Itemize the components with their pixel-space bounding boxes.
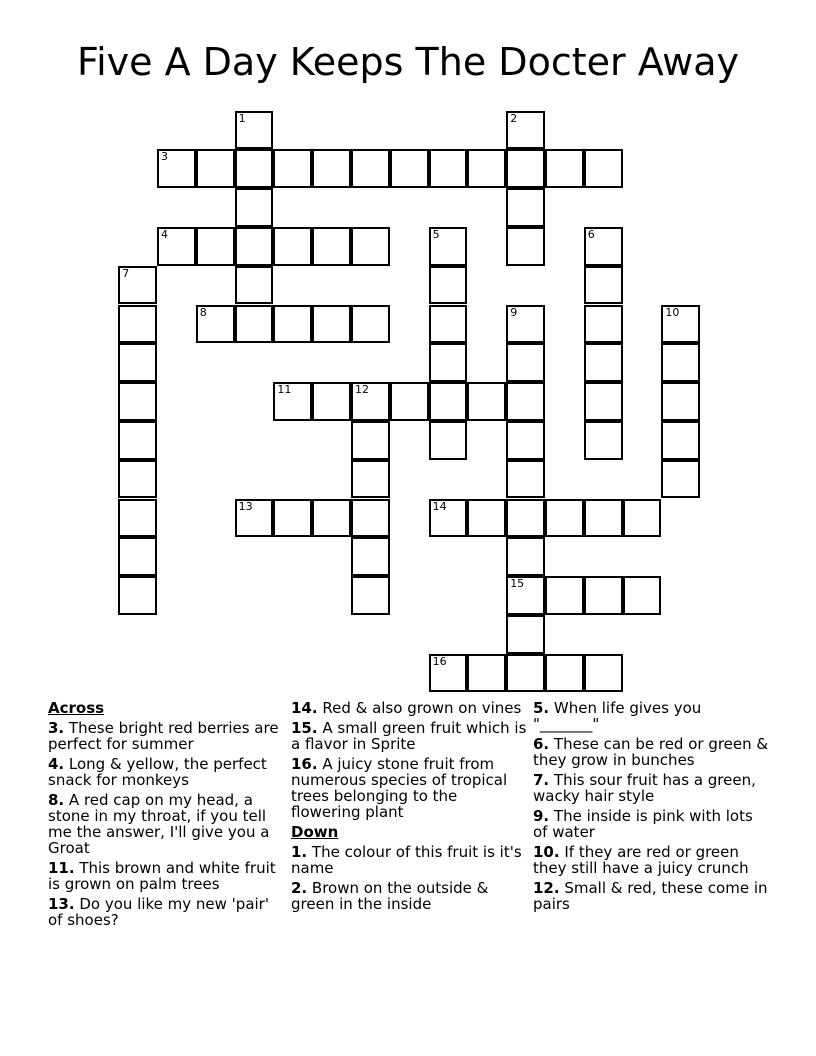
grid-cell[interactable] — [196, 305, 235, 344]
clue-item — [48, 860, 284, 892]
grid-cell[interactable] — [312, 499, 351, 538]
grid-cell[interactable] — [506, 615, 545, 654]
clue-number-label: 16. — [291, 755, 318, 773]
clue-item — [533, 772, 769, 804]
clue-number: 8 — [199, 305, 207, 319]
grid-cell[interactable] — [623, 576, 662, 615]
clue-number: 16 — [432, 654, 447, 668]
clue-number: 6 — [587, 227, 595, 241]
clue-text: Long & yellow, the perfect snack for monkeys — [48, 755, 267, 789]
clue-text: The colour of this fruit is it's name — [291, 843, 522, 877]
grid-cell[interactable] — [351, 537, 390, 576]
clue-item — [533, 808, 769, 840]
grid-cell[interactable] — [623, 499, 662, 538]
clue-number: 9 — [510, 305, 518, 319]
clue-number-label: 14. — [291, 699, 318, 717]
clue-number-label: 6. — [533, 735, 550, 753]
grid-cell[interactable] — [118, 421, 157, 460]
grid-cell[interactable] — [545, 654, 584, 693]
clue-number: 7 — [122, 266, 130, 280]
clue-item — [533, 736, 769, 768]
page-title: Five A Day Keeps The Docter Away — [76, 40, 739, 84]
grid-cell[interactable] — [584, 343, 623, 382]
clue-number: 2 — [510, 111, 518, 125]
grid-cell[interactable] — [429, 227, 468, 266]
grid-cell[interactable] — [584, 654, 623, 693]
grid-cell[interactable] — [351, 227, 390, 266]
grid-cell[interactable] — [584, 576, 623, 615]
grid-cell[interactable] — [273, 305, 312, 344]
grid-cell[interactable] — [157, 149, 196, 188]
grid-cell[interactable] — [429, 343, 468, 382]
clue-number: 3 — [161, 150, 168, 164]
grid-cell[interactable] — [196, 227, 235, 266]
grid-cell[interactable] — [506, 227, 545, 266]
grid-cell[interactable] — [235, 499, 274, 538]
clue-item — [291, 880, 527, 912]
clue-number-label: 10. — [533, 843, 560, 861]
grid-cell[interactable] — [273, 149, 312, 188]
grid-cell[interactable] — [351, 382, 390, 421]
across-clues-continued — [291, 700, 527, 820]
clue-number-label: 5. — [533, 699, 550, 717]
grid-cell[interactable] — [312, 227, 351, 266]
clue-text: When life gives you "_______" — [533, 699, 702, 733]
grid-cell[interactable] — [390, 149, 429, 188]
grid-cell[interactable] — [351, 576, 390, 615]
grid-cell[interactable] — [390, 382, 429, 421]
grid-cell[interactable] — [351, 305, 390, 344]
grid-cell[interactable] — [312, 149, 351, 188]
grid-cell[interactable] — [584, 227, 623, 266]
grid-cell[interactable] — [312, 305, 351, 344]
grid-cell[interactable] — [506, 537, 545, 576]
clue-number-label: 9. — [533, 807, 550, 825]
clue-text: A red cap on my head, a stone in my throat, if you tell me the answer, I'll give you a Groat — [48, 791, 270, 857]
clue-item — [291, 700, 527, 716]
grid-cell[interactable] — [118, 499, 157, 538]
grid-cell[interactable] — [506, 111, 545, 150]
clue-number-label: 12. — [533, 879, 560, 897]
across-clues — [48, 720, 284, 928]
grid-cell[interactable] — [506, 576, 545, 615]
clue-item — [291, 720, 527, 752]
grid-cell[interactable] — [429, 654, 468, 693]
clue-item — [533, 880, 769, 912]
grid-cell[interactable] — [235, 305, 274, 344]
grid-cell[interactable] — [506, 460, 545, 499]
grid-cell[interactable] — [506, 382, 545, 421]
clue-column-1 — [48, 700, 284, 932]
grid-cell[interactable] — [584, 305, 623, 344]
grid-cell[interactable] — [235, 111, 274, 150]
clue-number: 12 — [355, 383, 369, 397]
grid-cell[interactable] — [351, 149, 390, 188]
grid-cell[interactable] — [273, 499, 312, 538]
grid-cell[interactable] — [545, 499, 584, 538]
clue-text: Brown on the outside & green in the inside — [291, 879, 489, 913]
clue-column-3 — [533, 700, 769, 916]
grid-cell[interactable] — [429, 421, 468, 460]
clue-number-label: 1. — [291, 843, 308, 861]
grid-cell[interactable] — [118, 266, 157, 305]
clue-number: 11 — [277, 383, 292, 397]
grid-cell[interactable] — [118, 537, 157, 576]
grid-cell[interactable] — [157, 227, 196, 266]
grid-cell[interactable] — [506, 421, 545, 460]
down-header: Down — [291, 823, 339, 841]
grid-cell[interactable] — [118, 305, 157, 344]
clue-text: Small & red, these come in pairs — [533, 879, 768, 913]
grid-cell[interactable] — [235, 188, 274, 227]
clue-number-label: 2. — [291, 879, 308, 897]
grid-cell[interactable] — [661, 460, 700, 499]
clue-item — [48, 792, 284, 856]
clue-number-label: 3. — [48, 719, 65, 737]
grid-cell[interactable] — [429, 305, 468, 344]
clue-number-label: 15. — [291, 719, 318, 737]
down-clues — [291, 844, 527, 912]
clue-text: A juicy stone fruit from numerous species of tropical trees belonging to the flowering plant — [291, 755, 508, 821]
grid-cell[interactable] — [584, 149, 623, 188]
clue-text: A small green fruit which is a flavor in Sprite — [291, 719, 527, 753]
grid-cell[interactable] — [351, 421, 390, 460]
grid-cell[interactable] — [235, 149, 274, 188]
grid-cell[interactable] — [506, 149, 545, 188]
grid-cell[interactable] — [273, 227, 312, 266]
clue-text: These can be red or green & they grow in bunches — [533, 735, 769, 769]
grid-cell[interactable] — [196, 149, 235, 188]
clue-item — [48, 720, 284, 752]
down-clues-continued — [533, 700, 769, 912]
grid-cell[interactable] — [429, 499, 468, 538]
clue-number-label: 7. — [533, 771, 550, 789]
grid-cell[interactable] — [467, 654, 506, 693]
grid-cell[interactable] — [351, 460, 390, 499]
grid-cell[interactable] — [545, 149, 584, 188]
across-header: Across — [48, 699, 105, 717]
grid-cell[interactable] — [118, 382, 157, 421]
clue-number: 1 — [238, 111, 246, 125]
grid-cell[interactable] — [235, 266, 274, 305]
grid-cell[interactable] — [429, 266, 468, 305]
clue-text: Red & also grown on vines — [317, 699, 522, 717]
clue-number: 5 — [432, 227, 440, 241]
clue-item — [533, 844, 769, 876]
clue-number-label: 8. — [48, 791, 65, 809]
grid-cell[interactable] — [661, 305, 700, 344]
grid-cell[interactable] — [661, 421, 700, 460]
grid-cell[interactable] — [118, 576, 157, 615]
grid-cell[interactable] — [467, 149, 506, 188]
clue-item — [291, 844, 527, 876]
grid-cell[interactable] — [584, 266, 623, 305]
clue-text: This sour fruit has a green, wacky hair style — [533, 771, 756, 805]
clue-number-label: 13. — [48, 895, 75, 913]
clue-text: If they are red or green they still have a juicy crunch — [533, 843, 749, 877]
clue-number-label: 11. — [48, 859, 75, 877]
grid-cell[interactable] — [584, 421, 623, 460]
clue-text: These bright red berries are perfect for summer — [48, 719, 279, 753]
grid-cell[interactable] — [584, 499, 623, 538]
grid-cell[interactable] — [506, 188, 545, 227]
clue-item — [291, 756, 527, 820]
grid-cell[interactable] — [506, 305, 545, 344]
grid-cell[interactable] — [429, 382, 468, 421]
clue-text: Do you like my new 'pair' of shoes? — [48, 895, 269, 929]
clue-number: 13 — [238, 499, 253, 513]
grid-cell[interactable] — [661, 382, 700, 421]
clue-item — [533, 700, 769, 732]
clue-number: 10 — [665, 305, 680, 319]
clue-number-label: 4. — [48, 755, 65, 773]
grid-cell[interactable] — [506, 654, 545, 693]
clue-item — [48, 756, 284, 788]
clue-item — [48, 896, 284, 928]
clue-number: 4 — [161, 227, 168, 241]
grid-cell[interactable] — [312, 382, 351, 421]
grid-cell[interactable] — [273, 382, 312, 421]
grid-cell[interactable] — [467, 499, 506, 538]
grid-cell[interactable] — [545, 576, 584, 615]
clue-number: 14 — [432, 499, 447, 513]
grid-cell[interactable] — [429, 149, 468, 188]
grid-cell[interactable] — [467, 382, 506, 421]
grid-cell[interactable] — [118, 460, 157, 499]
clue-text: This brown and white fruit is grown on palm trees — [48, 859, 276, 893]
grid-cell[interactable] — [235, 227, 274, 266]
grid-cell[interactable] — [584, 382, 623, 421]
grid-cell[interactable] — [506, 499, 545, 538]
grid-cell[interactable] — [661, 343, 700, 382]
grid-cell[interactable] — [118, 343, 157, 382]
clue-column-2 — [291, 700, 527, 916]
clue-number: 15 — [510, 577, 525, 591]
grid-cell[interactable] — [351, 499, 390, 538]
clue-text: The inside is pink with lots of water — [533, 807, 753, 841]
grid-cell[interactable] — [506, 343, 545, 382]
